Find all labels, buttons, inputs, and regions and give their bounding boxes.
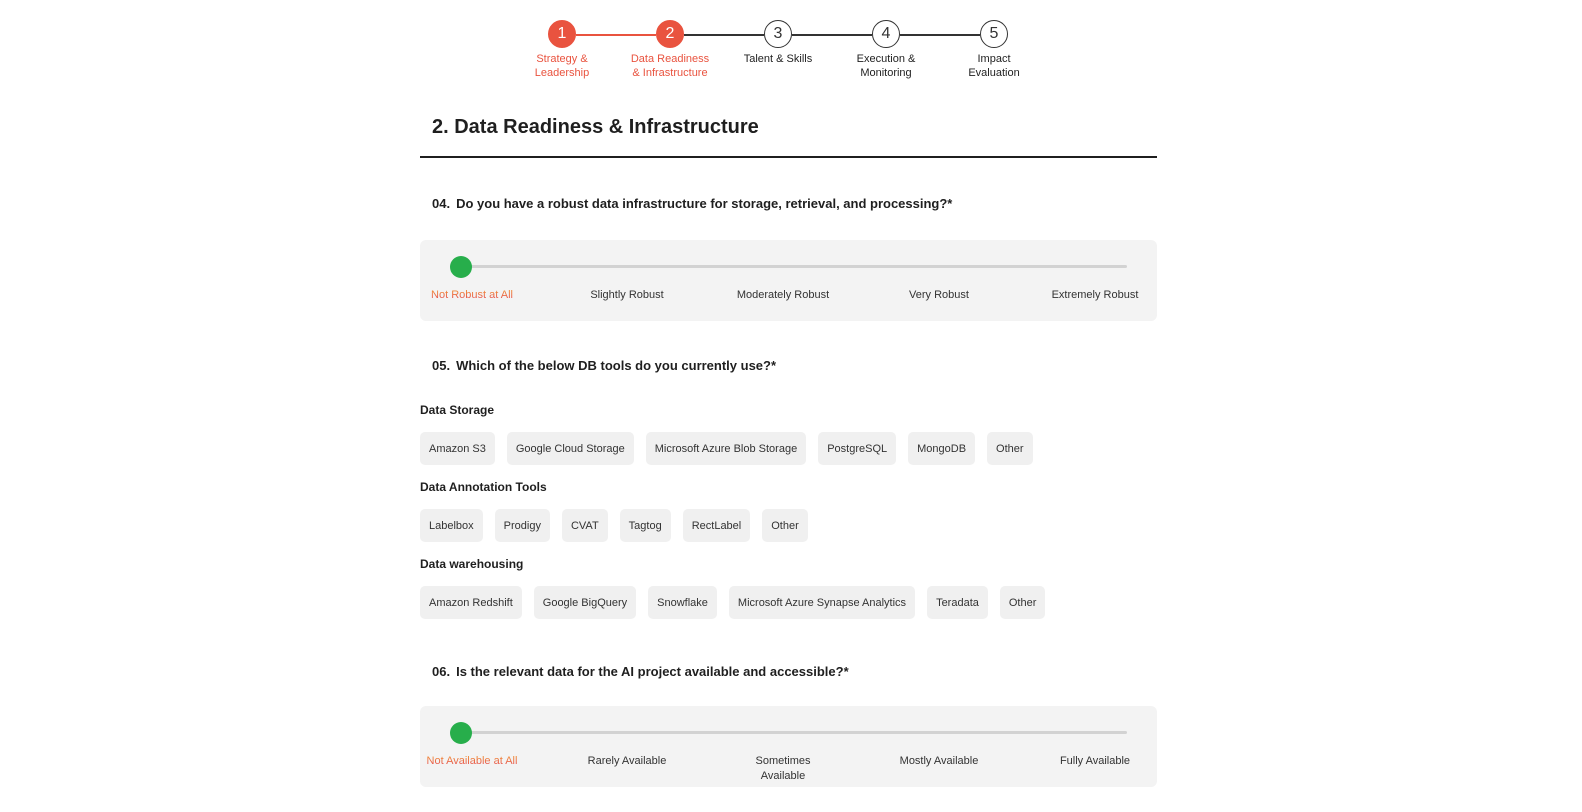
option-chip[interactable]: RectLabel <box>683 509 751 542</box>
slider-thumb[interactable] <box>450 722 472 744</box>
step-label: Impact Evaluation <box>968 53 1020 79</box>
question-04 <box>432 196 952 211</box>
step-number-badge: 2 <box>656 20 684 48</box>
slider-option[interactable]: Moderately Robust <box>736 289 830 301</box>
option-chip[interactable]: Amazon Redshift <box>420 586 522 619</box>
slider-option[interactable]: Not Available at All <box>422 754 522 769</box>
option-chip[interactable]: Prodigy <box>495 509 550 542</box>
question-number: 04. <box>432 196 451 211</box>
option-chip[interactable]: CVAT <box>562 509 608 542</box>
slider-option[interactable]: Rarely Available <box>587 755 667 767</box>
step-label: Execution & Monitoring <box>856 53 916 79</box>
option-chip[interactable]: Other <box>762 509 808 542</box>
option-chip[interactable]: Tagtog <box>620 509 671 542</box>
availability-slider <box>420 706 1157 787</box>
slider-option[interactable]: Slightly Robust <box>590 289 664 301</box>
step-talent-skills[interactable] <box>718 20 838 66</box>
question-06 <box>432 664 849 679</box>
option-chip[interactable]: Amazon S3 <box>420 432 495 465</box>
slider-option[interactable]: Mostly Available <box>899 755 979 767</box>
option-chip[interactable]: Google BigQuery <box>534 586 636 619</box>
slider-option[interactable]: Not Robust at All <box>422 288 522 303</box>
option-chip[interactable]: Labelbox <box>420 509 483 542</box>
group-title-data-warehousing: Data warehousing <box>420 557 524 571</box>
chip-row-data-storage <box>420 432 1033 465</box>
question-05 <box>432 358 776 373</box>
slider-track[interactable] <box>461 265 1127 268</box>
slider-option[interactable]: Sometimes Available <box>755 755 811 782</box>
step-number-badge: 5 <box>980 20 1008 48</box>
step-impact-evaluation[interactable] <box>934 20 1054 80</box>
robustness-slider <box>420 240 1157 321</box>
step-number-badge: 1 <box>548 20 576 48</box>
option-chip[interactable]: MongoDB <box>908 432 975 465</box>
step-strategy-leadership[interactable] <box>502 20 622 80</box>
slider-thumb[interactable] <box>450 256 472 278</box>
step-execution-monitoring[interactable] <box>826 20 946 80</box>
option-chip[interactable]: Other <box>1000 586 1046 619</box>
step-number-badge: 4 <box>872 20 900 48</box>
option-chip[interactable]: Microsoft Azure Synapse Analytics <box>729 586 915 619</box>
chip-row-data-annotation <box>420 509 808 542</box>
option-chip[interactable]: Snowflake <box>648 586 717 619</box>
question-text: Is the relevant data for the AI project available and accessible?* <box>456 664 849 679</box>
option-chip[interactable]: PostgreSQL <box>818 432 896 465</box>
group-title-data-storage: Data Storage <box>420 403 495 417</box>
slider-track[interactable] <box>461 731 1127 734</box>
step-label: Data Readiness & Infrastructure <box>630 53 710 79</box>
group-title-data-annotation: Data Annotation Tools <box>420 480 547 494</box>
step-data-readiness[interactable] <box>610 20 730 80</box>
option-chip[interactable]: Teradata <box>927 586 988 619</box>
option-chip[interactable]: Microsoft Azure Blob Storage <box>646 432 806 465</box>
progress-stepper <box>0 20 1582 90</box>
slider-option[interactable]: Very Robust <box>909 289 969 301</box>
question-text: Which of the below DB tools do you currently use?* <box>456 358 777 373</box>
option-chip[interactable]: Google Cloud Storage <box>507 432 634 465</box>
question-number: 05. <box>432 358 451 373</box>
step-label: Strategy & Leadership <box>534 53 590 79</box>
chip-row-data-warehousing <box>420 586 1045 619</box>
option-chip[interactable]: Other <box>987 432 1033 465</box>
slider-option[interactable]: Extremely Robust <box>1051 289 1139 301</box>
slider-option[interactable]: Fully Available <box>1059 755 1131 767</box>
question-text: Do you have a robust data infrastructure for storage, retrieval, and processing?* <box>456 196 953 211</box>
step-number-badge: 3 <box>764 20 792 48</box>
step-label: Talent & Skills <box>743 53 813 65</box>
question-number: 06. <box>432 664 451 679</box>
section-divider <box>420 156 1157 158</box>
section-title: 2. Data Readiness & Infrastructure <box>432 116 759 138</box>
